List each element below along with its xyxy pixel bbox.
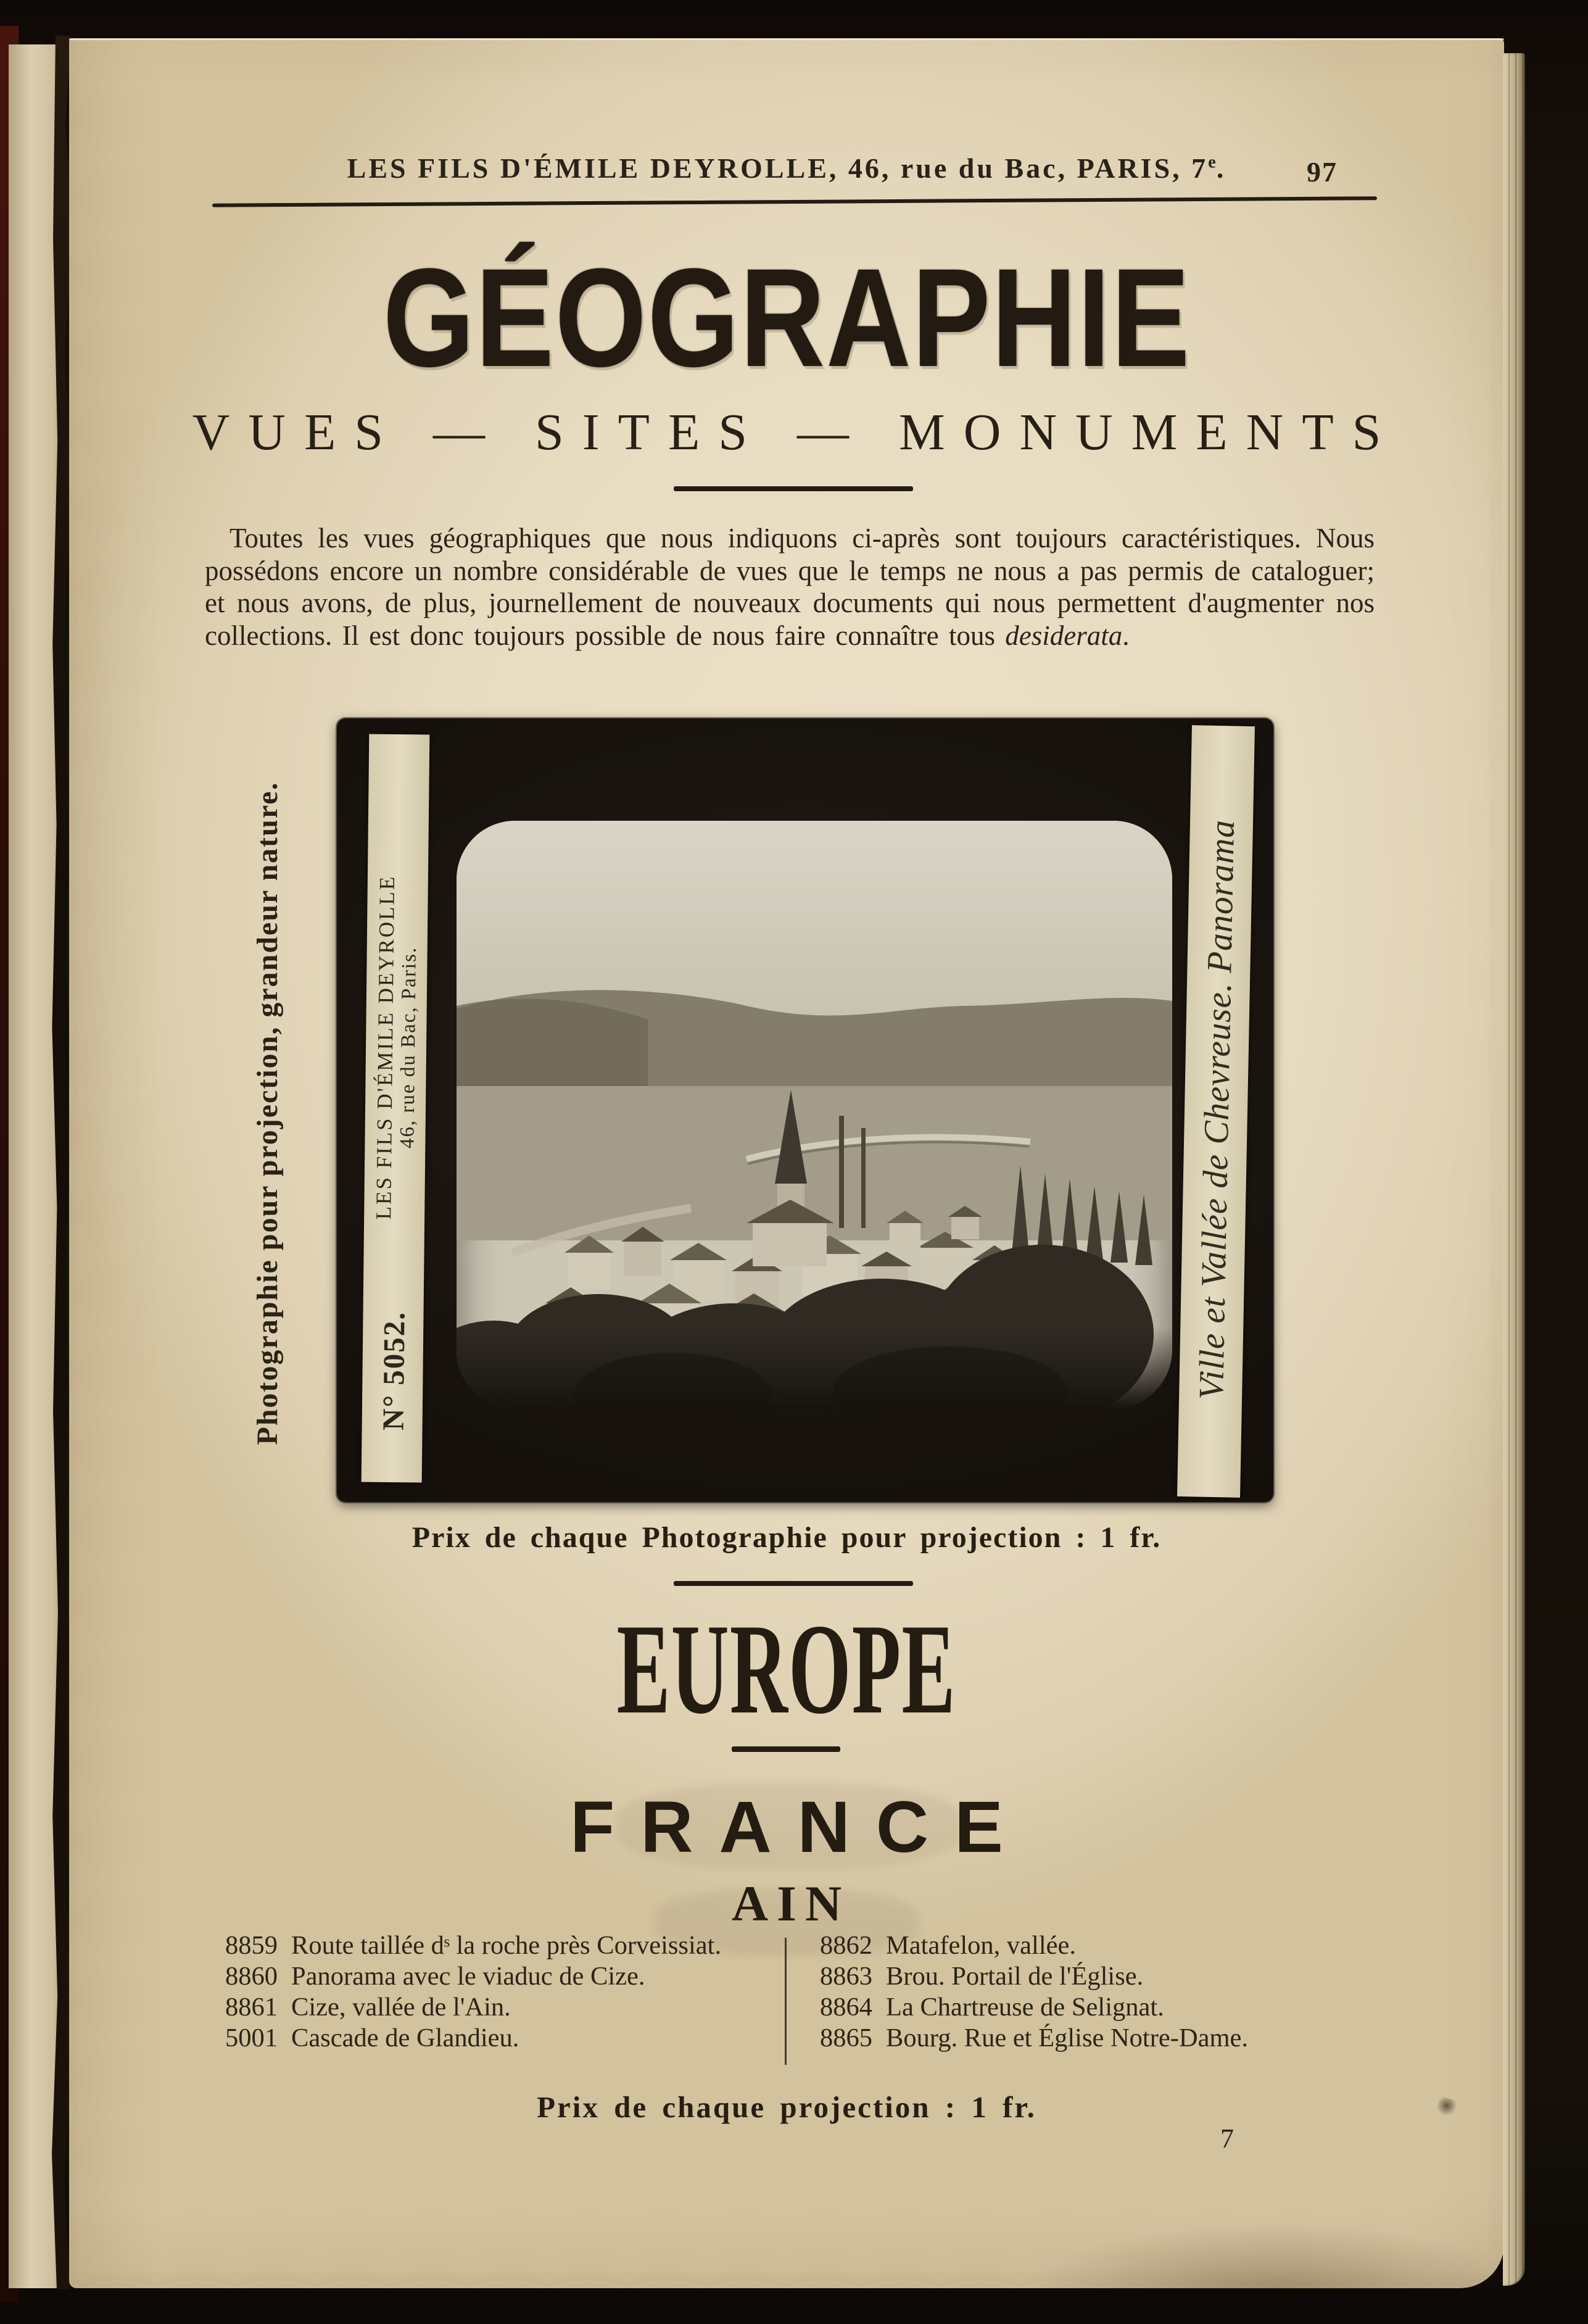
item-number: 8859: [225, 1931, 278, 1960]
catalog-row: [209, 1992, 773, 2023]
slide-photo: [457, 821, 1172, 1408]
catalog-row: [803, 1992, 1377, 2023]
item-number: 8865: [820, 2023, 872, 2052]
intro-end: .: [1122, 620, 1130, 651]
catalog-column-right: [803, 1930, 1377, 2054]
europe-rule: [732, 1746, 840, 1752]
slide-title-label-text: [1185, 728, 1249, 1491]
item-label: Cascade de Glandieu.: [291, 2023, 519, 2052]
section-continent: EUROPE: [616, 1598, 956, 1741]
slide-number: N° 5052.: [376, 1311, 411, 1431]
intro-paragraph: [205, 522, 1375, 652]
arrondissement-superscript: e: [1208, 152, 1217, 172]
slide-maker: [371, 875, 422, 1220]
previous-page-stub: [9, 44, 58, 2288]
item-number: 8861: [225, 1993, 278, 2022]
page-title: GÉOGRAPHIE: [383, 240, 1191, 396]
panorama-illustration: [457, 821, 1172, 1408]
item-label: Brou. Portail de l'Église.: [886, 1962, 1144, 1991]
intro-italic-word: desiderata: [1005, 620, 1123, 651]
item-number: 8863: [820, 1962, 872, 1991]
catalog-row: [209, 2023, 773, 2054]
slide-maker-label: [362, 734, 430, 1483]
slide-maker-label-text: [366, 738, 426, 1479]
column-divider: [785, 1938, 787, 2065]
item-label: Route taillée dˢ la roche près Corveissiat.: [291, 1931, 722, 1960]
maker-name: LES FILS D'ÉMILE DEYROLLE: [371, 874, 399, 1220]
handwritten-slide-title: Ville et Vallée de Chevreuse. Panorama: [1191, 819, 1242, 1400]
maker-address: 46, rue du Bac, Paris.: [396, 946, 421, 1149]
catalog-row: [803, 1961, 1377, 1992]
catalog-row: [803, 2023, 1377, 2054]
catalog-row: [209, 1961, 773, 1992]
price-rule: [674, 1581, 913, 1586]
item-number: 8860: [225, 1962, 278, 1991]
publisher-address: LES FILS D'ÉMILE DEYROLLE, 46, rue du Bac, PARIS, 7: [347, 152, 1209, 184]
item-label: La Chartreuse de Selignat.: [886, 1993, 1164, 2022]
page-number: 97: [1307, 156, 1338, 188]
item-label: Cize, vallée de l'Ain.: [291, 1993, 511, 2022]
header-period: .: [1216, 152, 1226, 184]
running-header: [69, 152, 1504, 185]
page-curl-shadow: [925, 2197, 1511, 2289]
item-number: 5001: [225, 2023, 278, 2052]
section-department: AIN: [731, 1875, 851, 1932]
lantern-slide: [337, 718, 1273, 1502]
slide-title-label: [1177, 725, 1255, 1498]
item-number: 8864: [820, 1993, 872, 2022]
signature-number: 7: [1220, 2123, 1234, 2154]
item-label: Bourg. Rue et Église Notre-Dame.: [886, 2023, 1248, 2052]
photograph-price-caption: Prix de chaque Photographie pour projection : 1 fr.: [411, 1521, 1162, 1554]
item-label: Matafelon, vallée.: [886, 1931, 1076, 1960]
subtitle-rule: [674, 486, 913, 491]
projection-price-caption: Prix de chaque projection : 1 fr.: [537, 2090, 1036, 2124]
catalog-column-left: [209, 1930, 773, 2054]
item-number: 8862: [820, 1931, 872, 1960]
catalog-row: [803, 1930, 1377, 1961]
page-subtitle: VUES — SITES — MONUMENTS: [192, 404, 1400, 461]
intro-text: Toutes les vues géographiques que nous indiquons ci-après sont toujours caractéristiques. Nous possédons encore un nombre considérable de vues que le temps ne nous a pas permis de cataloguer; et nous avons, de plus, journellement de nouveaux documents qui nous permettent d'augmenter nos collections. Il est donc toujours possible de nous faire connaître tous: [205, 523, 1375, 651]
catalog-row: [209, 1930, 773, 1961]
section-country: FRANCE: [570, 1787, 1029, 1868]
page-stack-edges: [1503, 53, 1525, 2286]
vertical-caption: Photographie pour projection, grandeur nature.: [251, 781, 284, 1445]
item-label: Panorama avec le viaduc de Cize.: [291, 1962, 645, 1991]
